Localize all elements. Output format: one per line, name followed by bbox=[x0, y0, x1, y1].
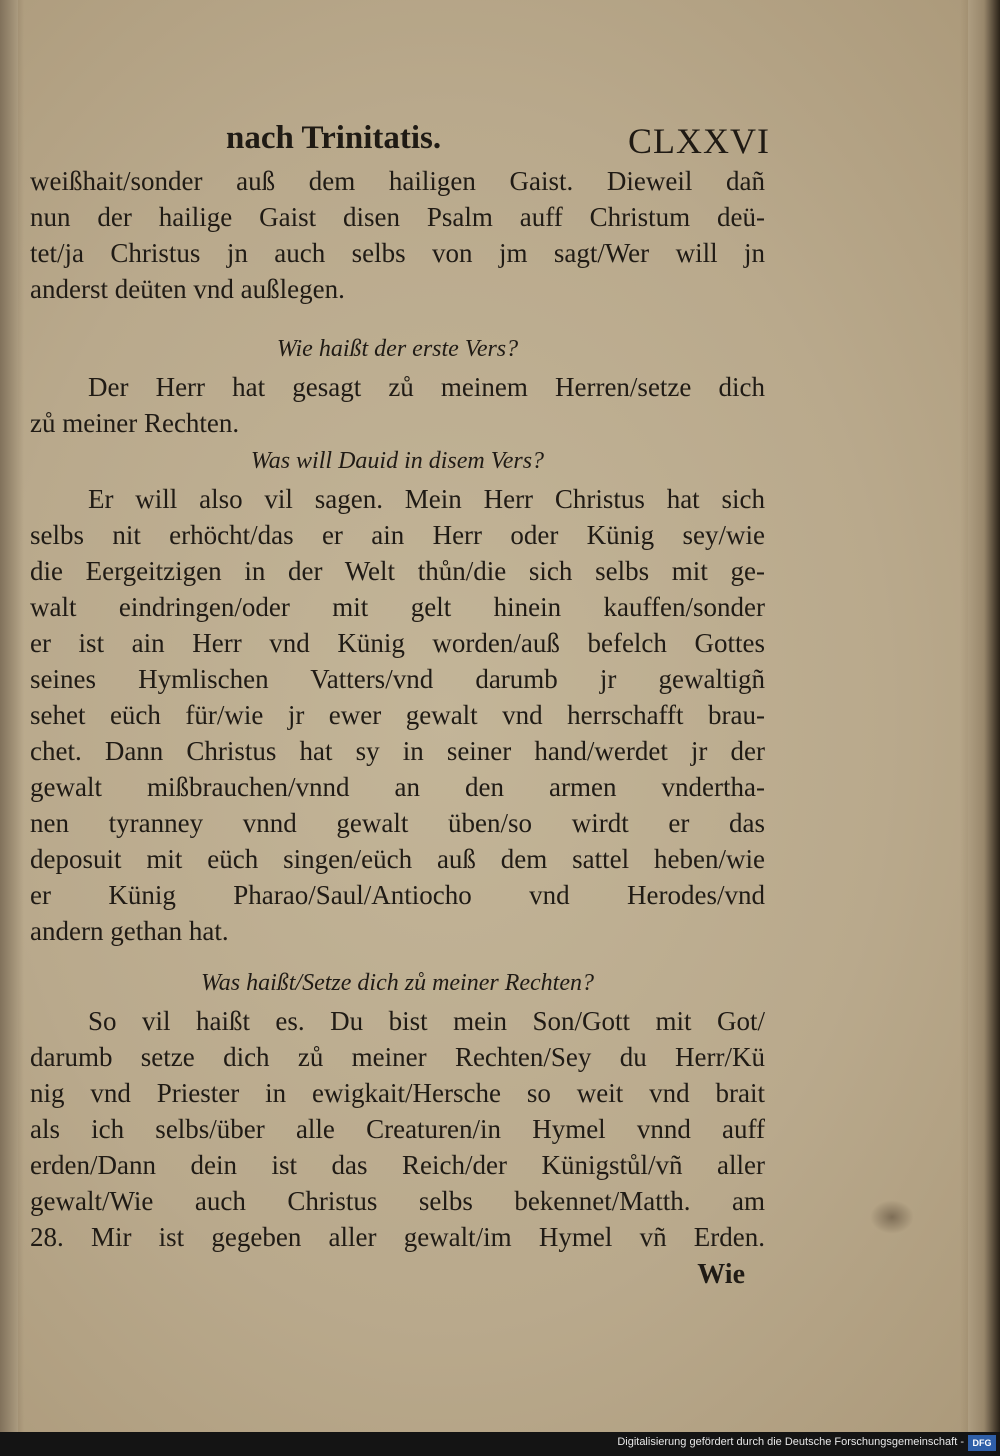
text-line: weißhait/sonder auß dem hailigen Gaist. Dieweil dañ bbox=[30, 166, 765, 196]
spacer bbox=[30, 949, 765, 963]
question-heading: Was will Dauid in disem Vers? bbox=[250, 448, 545, 474]
answer-line: selbs nit erhöcht/das er ain Herr oder Künig sey/wie bbox=[30, 520, 765, 550]
answer-line: als ich selbs/über alle Creaturen/in Hymel vnnd auff bbox=[30, 1114, 765, 1144]
ink-stain bbox=[870, 1200, 914, 1234]
answer-line: erden/Dann dein ist das Reich/der Künigstůl/vñ aller bbox=[30, 1150, 765, 1180]
answer-line: darumb setze dich zů meiner Rechten/Sey du Herr/Kü bbox=[30, 1042, 765, 1072]
answer-line: andern gethan hat. bbox=[30, 916, 229, 946]
answer-line: die Eergeitzigen in der Welt thůn/die sich selbs mit ge- bbox=[30, 556, 765, 586]
answer-line: er ist ain Herr vnd Künig worden/auß befelch Gottes bbox=[30, 628, 765, 658]
answer-line: deposuit mit eüch singen/eüch auß dem sattel heben/wie bbox=[30, 844, 765, 874]
text-line: tet/ja Christus jn auch selbs von jm sagt/Wer will jn bbox=[30, 238, 765, 268]
dfg-logo: DFG bbox=[968, 1435, 996, 1451]
answer-line: nen tyranney vnnd gewalt üben/so wirdt er das bbox=[30, 808, 765, 838]
answer-line: So vil haißt es. Du bist mein Son/Gott mit Got/ bbox=[88, 1006, 765, 1036]
question-heading: Wie haißt der erste Vers? bbox=[276, 336, 519, 362]
answer-line: gewalt/Wie auch Christus selbs bekennet/Matth. am bbox=[30, 1186, 765, 1216]
answer-line: sehet eüch für/wie jr ewer gewalt vnd herrschafft brau- bbox=[30, 700, 765, 730]
answer-line: chet. Dann Christus hat sy in seiner hand/werdet jr der bbox=[30, 736, 765, 766]
text-line: anderst deüten vnd außlegen. bbox=[30, 274, 345, 304]
question-heading: Was haißt/Setze dich zů meiner Rechten? bbox=[200, 970, 595, 996]
running-head-title: nach Trinitatis. bbox=[226, 120, 442, 156]
spacer bbox=[30, 307, 765, 329]
text-block bbox=[30, 163, 765, 1295]
page-edge-shadow bbox=[960, 0, 1000, 1432]
answer-line: zů meiner Rechten. bbox=[30, 408, 240, 438]
running-head bbox=[30, 120, 770, 164]
answer-line: Er will also vil sagen. Mein Herr Christus hat sich bbox=[88, 484, 765, 514]
folio-number: CLXXVI bbox=[628, 121, 770, 161]
answer-line: er Künig Pharao/Saul/Antiocho vnd Herodes/vnd bbox=[30, 880, 765, 910]
digitization-credit: Digitalisierung gefördert durch die Deutsche Forschungsgemeinschaft - bbox=[617, 1436, 964, 1448]
text-line: nun der hailige Gaist disen Psalm auff Christum deü- bbox=[30, 202, 765, 232]
answer-line: walt eindringen/oder mit gelt hinein kauffen/sonder bbox=[30, 592, 765, 622]
answer-line: 28. Mir ist gegeben aller gewalt/im Hymel vñ Erden. bbox=[30, 1222, 765, 1252]
answer-line: Der Herr hat gesagt zů meinem Herren/setze dich bbox=[88, 372, 765, 402]
answer-line: seines Hymlischen Vatters/vnd darumb jr gewaltigñ bbox=[30, 664, 765, 694]
answer-line: gewalt mißbrauchen/vnnd an den armen vndertha- bbox=[30, 772, 765, 802]
gutter-shadow bbox=[0, 0, 24, 1432]
answer-line: nig vnd Priester in ewigkait/Hersche so weit vnd brait bbox=[30, 1078, 765, 1108]
footer-bar bbox=[0, 1432, 1000, 1456]
catchword: Wie bbox=[697, 1259, 745, 1290]
